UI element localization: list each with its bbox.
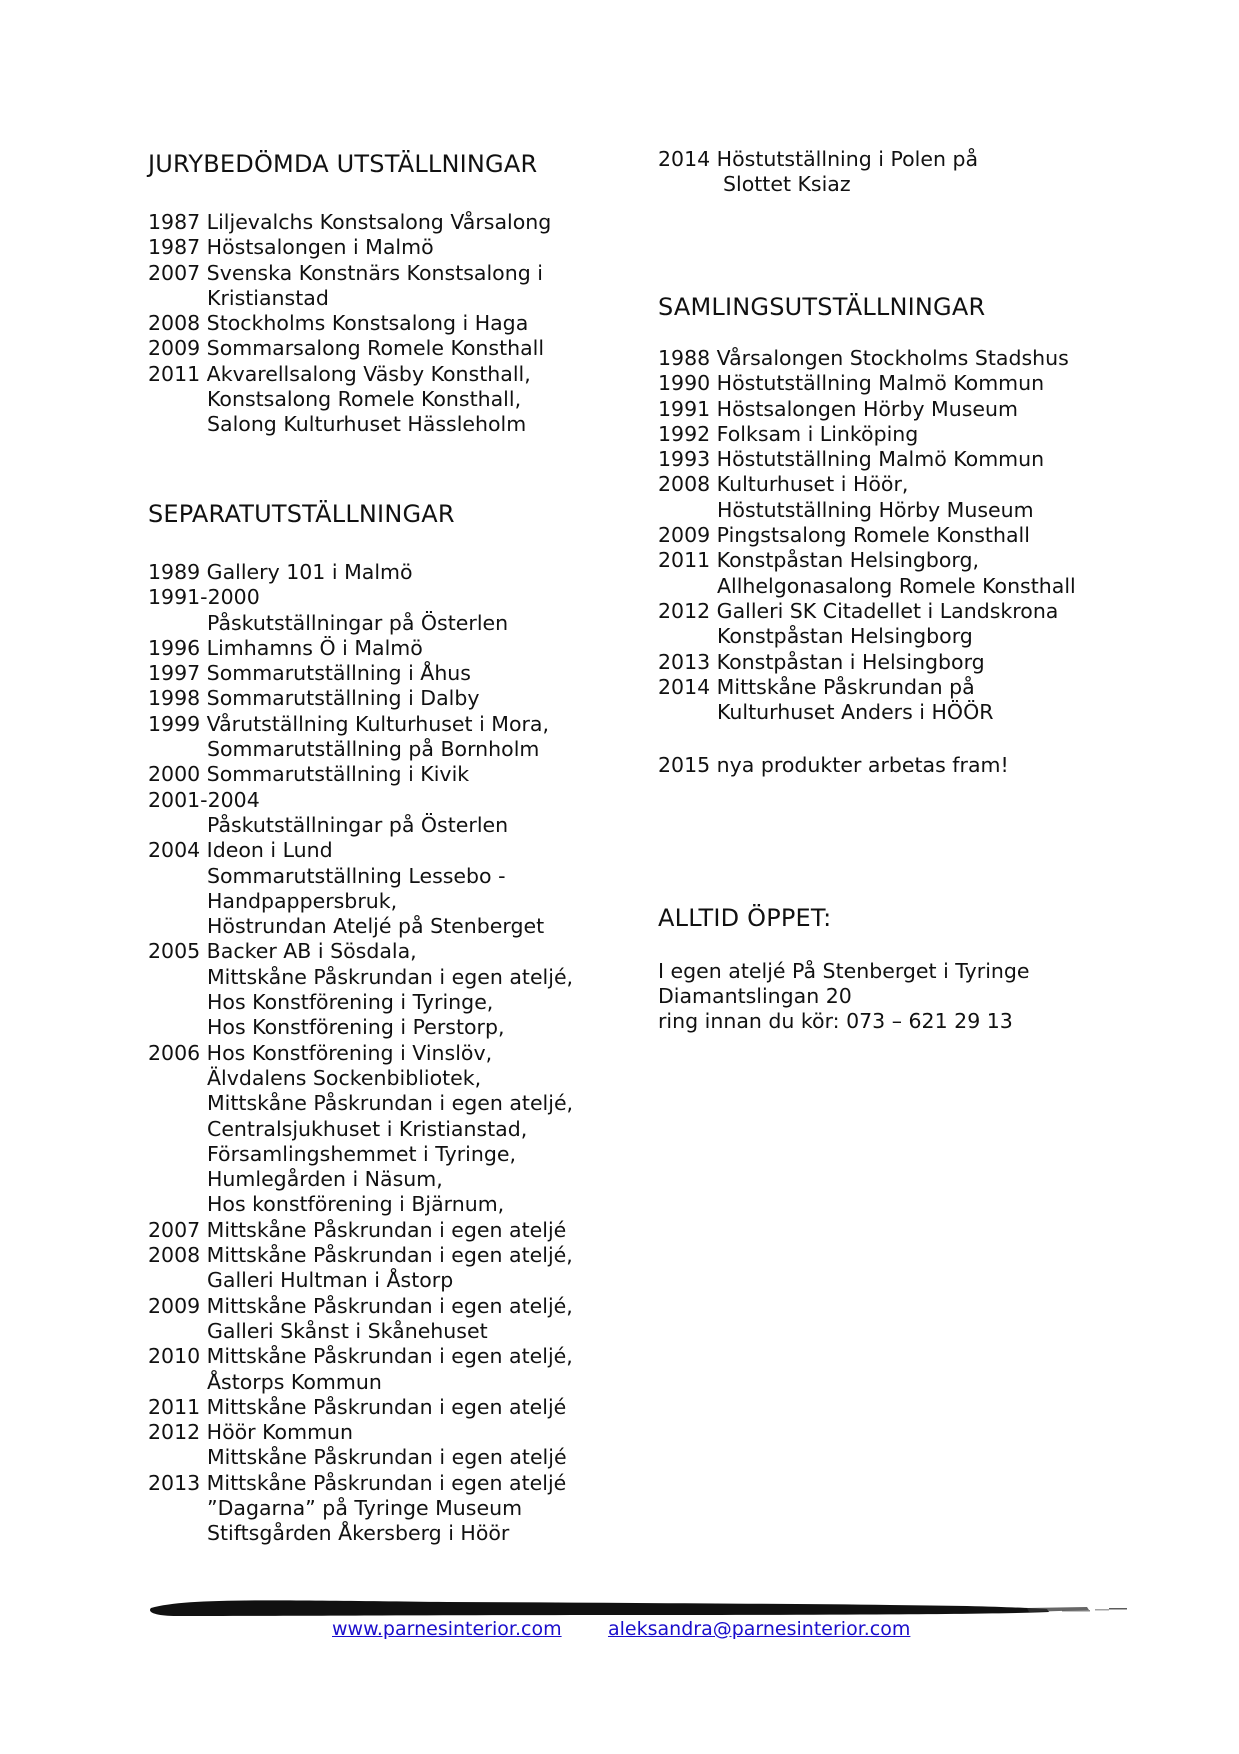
email-link[interactable]: aleksandra@parnesinterior.com bbox=[608, 1618, 911, 1640]
samling-heading: SAMLINGSUTSTÄLLNINGAR bbox=[658, 293, 986, 321]
entry-line: 2001-2004 bbox=[148, 787, 260, 812]
entry-continuation: Hos Konstförening i Tyringe, bbox=[207, 990, 494, 1015]
list-item bbox=[148, 1294, 573, 1345]
list-item bbox=[658, 599, 1076, 650]
entry-line: 2008 Stockholms Konstsalong i Haga bbox=[148, 311, 529, 336]
list-item bbox=[148, 661, 573, 686]
entry-line: 2014 Höstutställning i Polen på bbox=[658, 147, 979, 171]
entry-continuation: Slottet Ksiaz bbox=[723, 172, 851, 197]
list-item bbox=[658, 523, 1076, 548]
entry-line: 2013 Konstpåstan i Helsingborg bbox=[658, 649, 985, 674]
list-item bbox=[658, 650, 1076, 675]
entry-continuation: Församlingshemmet i Tyringe, bbox=[207, 1141, 516, 1166]
entry-line: 2011 Konstpåstan Helsingborg, bbox=[658, 548, 979, 573]
entry-line: 2009 Sommarsalong Romele Konsthall bbox=[148, 336, 545, 361]
entry-continuation: Centralsjukhuset i Kristianstad, bbox=[207, 1116, 528, 1141]
entry-continuation: Galleri Hultman i Åstorp bbox=[207, 1268, 454, 1293]
entry-continuation: Sommarutställning på Bornholm bbox=[207, 737, 540, 762]
entry-line: 1991 Höstsalongen Hörby Museum bbox=[658, 396, 1018, 421]
list-item bbox=[658, 447, 1076, 472]
list-item bbox=[148, 1471, 573, 1547]
list-item bbox=[658, 147, 978, 198]
entry-continuation: Allhelgonasalong Romele Konsthall bbox=[717, 573, 1076, 598]
open-heading: ALLTID ÖPPET: bbox=[658, 904, 832, 932]
list-item bbox=[148, 311, 551, 336]
entry-continuation: Handpappersbruk, bbox=[207, 888, 398, 913]
list-item bbox=[148, 1420, 573, 1471]
entry-line: 2012 Galleri SK Citadellet i Landskrona bbox=[658, 598, 1059, 623]
list-item bbox=[148, 210, 551, 235]
entry-continuation: Åstorps Kommun bbox=[207, 1369, 382, 1394]
entry-continuation: Älvdalens Sockenbibliotek, bbox=[207, 1065, 482, 1090]
entry-line: 2009 Pingstsalong Romele Konsthall bbox=[658, 523, 1030, 548]
jury-list bbox=[148, 210, 551, 438]
list-item bbox=[148, 336, 551, 361]
list-item bbox=[148, 362, 551, 438]
entry-line: 2011 Akvarellsalong Väsby Konsthall, bbox=[148, 361, 531, 386]
list-item bbox=[148, 1395, 573, 1420]
entry-line: 1987 Liljevalchs Konstsalong Vårsalong bbox=[148, 210, 552, 234]
entry-line: 2007 Svenska Konstnärs Konstsalong i bbox=[148, 260, 543, 285]
entry-continuation: Galleri Skånst i Skånehuset bbox=[207, 1318, 488, 1343]
list-item bbox=[148, 712, 573, 763]
list-item bbox=[148, 1041, 573, 1218]
entry-line: 2010 Mittskåne Påskrundan i egen ateljé, bbox=[148, 1344, 573, 1369]
entry-continuation: Stiftsgården Åkersberg i Höör bbox=[207, 1521, 510, 1546]
entry-continuation: Påskutställningar på Österlen bbox=[207, 812, 509, 837]
list-item bbox=[658, 371, 1076, 396]
entry-continuation: Sommarutställning Lessebo - bbox=[207, 863, 506, 888]
entry-line: 2004 Ideon i Lund bbox=[148, 838, 333, 863]
entry-line: 1991-2000 bbox=[148, 585, 260, 610]
entry-continuation: ”Dagarna” på Tyringe Museum bbox=[207, 1495, 523, 1520]
entry-line: 2009 Mittskåne Påskrundan i egen ateljé, bbox=[148, 1293, 573, 1318]
list-item bbox=[148, 636, 573, 661]
entry-line: 2008 Kulturhuset i Höör, bbox=[658, 472, 909, 497]
entry-continuation: Mittskåne Påskrundan i egen ateljé bbox=[207, 1445, 567, 1470]
list-item bbox=[658, 397, 1076, 422]
list-item bbox=[148, 235, 551, 260]
separat-list bbox=[148, 560, 573, 1547]
entry-line: 2012 Höör Kommun bbox=[148, 1420, 354, 1445]
entry-line: 1987 Höstsalongen i Malmö bbox=[148, 235, 434, 260]
entry-continuation: Kulturhuset Anders i HÖÖR bbox=[717, 700, 994, 725]
list-item bbox=[148, 560, 573, 585]
entry-continuation: Konstsalong Romele Konsthall, bbox=[207, 387, 522, 412]
entry-continuation: Konstpåstan Helsingborg bbox=[717, 624, 973, 649]
list-item bbox=[658, 472, 1076, 523]
entry-continuation: Salong Kulturhuset Hässleholm bbox=[207, 412, 527, 437]
entry-line: 1992 Folksam i Linköping bbox=[658, 421, 919, 446]
entry-line: 2000 Sommarutställning i Kivik bbox=[148, 762, 470, 787]
website-link[interactable]: www.parnesinterior.com bbox=[332, 1618, 562, 1640]
phone-line: ring innan du kör: 073 – 621 29 13 bbox=[658, 1009, 1013, 1033]
entry-continuation: Mittskåne Påskrundan i egen ateljé, bbox=[207, 964, 574, 989]
entry-line: 1989 Gallery 101 i Malmö bbox=[148, 560, 413, 584]
entry-line: 2014 Mittskåne Påskrundan på bbox=[658, 674, 975, 699]
jury-heading: JURYBEDÖMDA UTSTÄLLNINGAR bbox=[148, 150, 538, 178]
entry-line: 2007 Mittskåne Påskrundan i egen ateljé bbox=[148, 1217, 567, 1242]
separat-heading: SEPARATUTSTÄLLNINGAR bbox=[148, 500, 455, 528]
entry-line: 1996 Limhamns Ö i Malmö bbox=[148, 635, 423, 660]
list-item bbox=[658, 422, 1076, 447]
list-item bbox=[148, 838, 573, 939]
list-item bbox=[658, 548, 1076, 599]
entry-line: 1990 Höstutställning Malmö Kommun bbox=[658, 371, 1045, 396]
address-line: I egen ateljé På Stenberget i Tyringe bbox=[658, 959, 1030, 983]
list-item bbox=[658, 675, 1076, 726]
entry-continuation: Höstutställning Hörby Museum bbox=[717, 497, 1034, 522]
entry-continuation: Höstrundan Ateljé på Stenberget bbox=[207, 914, 545, 939]
samling-list bbox=[658, 346, 1076, 725]
list-item bbox=[148, 788, 573, 839]
entry-line: 1998 Sommarutställning i Dalby bbox=[148, 686, 480, 711]
entry-line: 2006 Hos Konstförening i Vinslöv, bbox=[148, 1040, 493, 1065]
entry-line: 2005 Backer AB i Sösdala, bbox=[148, 939, 417, 964]
entry-continuation: Humlegården i Näsum, bbox=[207, 1167, 443, 1192]
entry-line: 2013 Mittskåne Påskrundan i egen ateljé bbox=[148, 1470, 567, 1495]
list-item bbox=[148, 1344, 573, 1395]
list-item bbox=[148, 1218, 573, 1243]
entry-continuation: Hos Konstförening i Perstorp, bbox=[207, 1015, 505, 1040]
entry-continuation: Påskutställningar på Österlen bbox=[207, 610, 509, 635]
entry-line: 1997 Sommarutställning i Åhus bbox=[148, 661, 471, 686]
list-item bbox=[148, 261, 551, 312]
list-item bbox=[658, 346, 1076, 371]
entry-continuation: Kristianstad bbox=[207, 285, 329, 310]
entry-line: 1999 Vårutställning Kulturhuset i Mora, bbox=[148, 711, 550, 736]
polen-list bbox=[658, 147, 978, 198]
list-item bbox=[148, 939, 573, 1040]
list-item bbox=[148, 1243, 573, 1294]
entry-continuation: Hos konstförening i Bjärnum, bbox=[207, 1192, 505, 1217]
entry-line: 1993 Höstutställning Malmö Kommun bbox=[658, 447, 1045, 472]
list-item bbox=[148, 762, 573, 787]
street-line: Diamantslingan 20 bbox=[658, 984, 852, 1008]
list-item bbox=[148, 585, 573, 636]
entry-continuation: Mittskåne Påskrundan i egen ateljé, bbox=[207, 1091, 574, 1116]
list-item bbox=[148, 686, 573, 711]
entry-line: 1988 Vårsalongen Stockholms Stadshus bbox=[658, 346, 1069, 370]
entry-line: 2008 Mittskåne Påskrundan i egen ateljé, bbox=[148, 1243, 573, 1268]
news-note: 2015 nya produkter arbetas fram! bbox=[658, 753, 1009, 777]
entry-line: 2011 Mittskåne Påskrundan i egen ateljé bbox=[148, 1394, 567, 1419]
